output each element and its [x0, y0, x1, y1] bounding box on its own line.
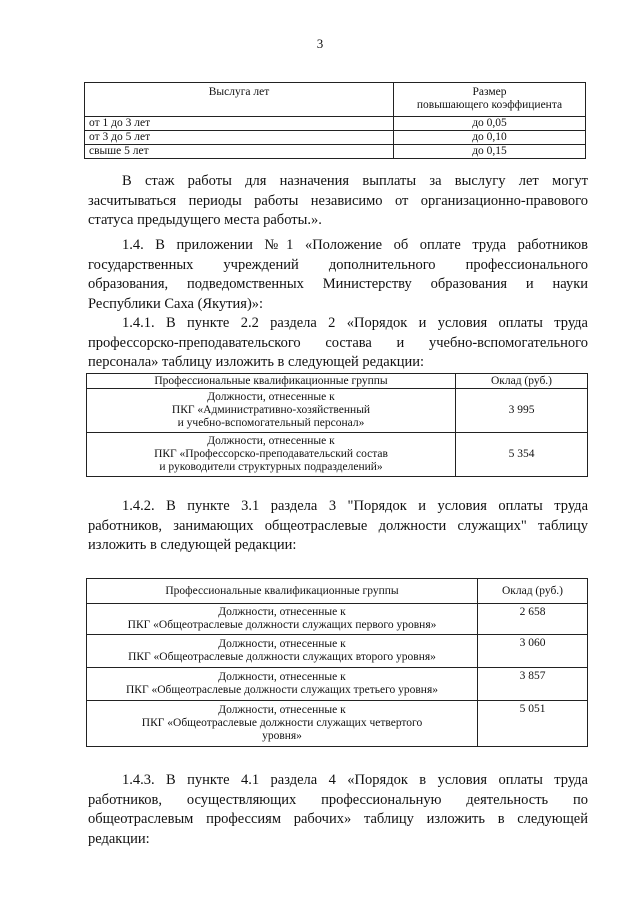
cell-line: ПКГ «Общеотраслевые должности служащих третьего уровня» — [126, 684, 438, 696]
salary-table-employees — [86, 578, 588, 747]
table-cell: 5 051 — [478, 701, 588, 747]
table-cell: 3 060 — [478, 635, 588, 668]
paragraph-1-4-3 — [88, 771, 588, 849]
header-coefficient: повышающего коэффициента — [416, 99, 563, 111]
table-row — [87, 668, 588, 701]
table-cell: от 1 до 3 лет — [85, 117, 394, 131]
text-line: 1.4. В приложении №1 «Положение об оплате труда работников — [122, 237, 588, 253]
table-header-row — [87, 579, 588, 604]
cell-line: ПКГ «Профессорско-преподавательский состав — [154, 448, 388, 460]
table-cell: до 0,05 — [394, 117, 586, 131]
text-line: профессорско-преподавательского состава и учебно-вспомогательного — [88, 334, 588, 351]
salary-table-pedagogical — [86, 373, 588, 477]
table-cell — [87, 668, 478, 701]
cell-line: уровня» — [262, 730, 302, 742]
table-header-row — [87, 374, 588, 389]
seniority-table — [84, 82, 586, 159]
table-row — [85, 131, 586, 145]
cell-line: ПКГ «Общеотраслевые должности служащих первого уровня» — [127, 619, 437, 631]
paragraph-seniority-note — [88, 172, 588, 231]
table-cell: свыше 5 лет — [85, 145, 394, 159]
text-line: общеотраслевым профессиям рабочих» таблицу изложить в следующей — [88, 811, 588, 827]
text-line: изложить в следующей редакции: — [88, 537, 297, 553]
text-line: персонала» таблицу изложить в следующей редакции: — [88, 354, 425, 370]
table-header-row — [85, 83, 586, 117]
cell-line: Должности, отнесенные к — [207, 435, 335, 447]
table-row — [85, 145, 586, 159]
cell-line: Должности, отнесенные к — [207, 391, 335, 403]
table-header: Профессиональные квалификационные группы — [87, 374, 456, 389]
table-cell: 3 995 — [456, 389, 588, 433]
table-cell: 2 658 — [478, 604, 588, 635]
text-line: 1.4.2. В пункте 3.1 раздела 3 "Порядок и условия оплаты труда — [122, 498, 588, 514]
table-cell — [87, 433, 456, 477]
cell-line: ПКГ «Общеотраслевые должности служащих второго уровня» — [128, 651, 436, 663]
cell-line: ПКГ «Общеотраслевые должности служащих четвертого — [141, 717, 423, 729]
table-cell: до 0,10 — [394, 131, 586, 145]
text-line: статуса предыдущего места работы.». — [88, 212, 322, 228]
page-number: 3 — [316, 36, 324, 51]
paragraph-1-4-2 — [88, 497, 588, 556]
cell-line: Должности, отнесенные к — [218, 638, 346, 650]
table-cell — [87, 389, 456, 433]
text-line: засчитываться периоды работы независимо от организационно-правового — [88, 192, 588, 209]
text-line: В стаж работы для назначения выплаты за выслугу лет могут — [122, 173, 588, 189]
table-row — [87, 604, 588, 635]
text-line: 1.4.1. В пункте 2.2 раздела 2 «Порядок и условия оплаты труда — [122, 315, 588, 331]
table-cell: 5 354 — [456, 433, 588, 477]
paragraph-1-4-1 — [88, 314, 588, 373]
table-row — [87, 701, 588, 747]
table-header — [85, 83, 394, 117]
table-header: Оклад (руб.) — [478, 579, 588, 604]
text-line: образования, подведомственных Министерству образования и науки — [88, 276, 588, 292]
cell-line: и учебно-вспомогательный персонал» — [177, 417, 365, 429]
table-header: Профессиональные квалификационные группы — [87, 579, 478, 604]
table-header — [394, 83, 586, 117]
table-cell: до 0,15 — [394, 145, 586, 159]
table-cell — [87, 701, 478, 747]
table-cell: 3 857 — [478, 668, 588, 701]
table-row — [85, 117, 586, 131]
cell-line: Должности, отнесенные к — [218, 606, 346, 618]
table-row — [87, 433, 588, 477]
cell-line: Должности, отнесенные к — [218, 671, 346, 683]
cell-line: ПКГ «Административно-хозяйственный — [171, 404, 371, 416]
table-cell — [87, 635, 478, 668]
text-line: работников, занимающих общеотраслевые должности служащих" таблицу — [88, 517, 588, 534]
text-line: государственных учреждений дополнительного профессионального — [88, 256, 588, 273]
table-row — [87, 635, 588, 668]
cell-line: и руководители структурных подразделений» — [159, 461, 383, 473]
header-size: Размер — [472, 86, 507, 98]
paragraph-1-4 — [88, 236, 588, 314]
table-row — [87, 389, 588, 433]
table-header: Оклад (руб.) — [456, 374, 588, 389]
table-cell — [87, 604, 478, 635]
text-line: работников, осуществляющих профессиональную деятельность по — [88, 791, 588, 808]
header-seniority: Выслуга лет — [208, 86, 270, 98]
text-line: Республики Саха (Якутия)»: — [88, 295, 264, 312]
text-line: 1.4.3. В пункте 4.1 раздела 4 «Порядок в условия оплаты труда — [122, 772, 588, 788]
text-line: редакции: — [88, 830, 150, 847]
cell-line: Должности, отнесенные к — [218, 704, 346, 716]
table-cell: от 3 до 5 лет — [85, 131, 394, 145]
